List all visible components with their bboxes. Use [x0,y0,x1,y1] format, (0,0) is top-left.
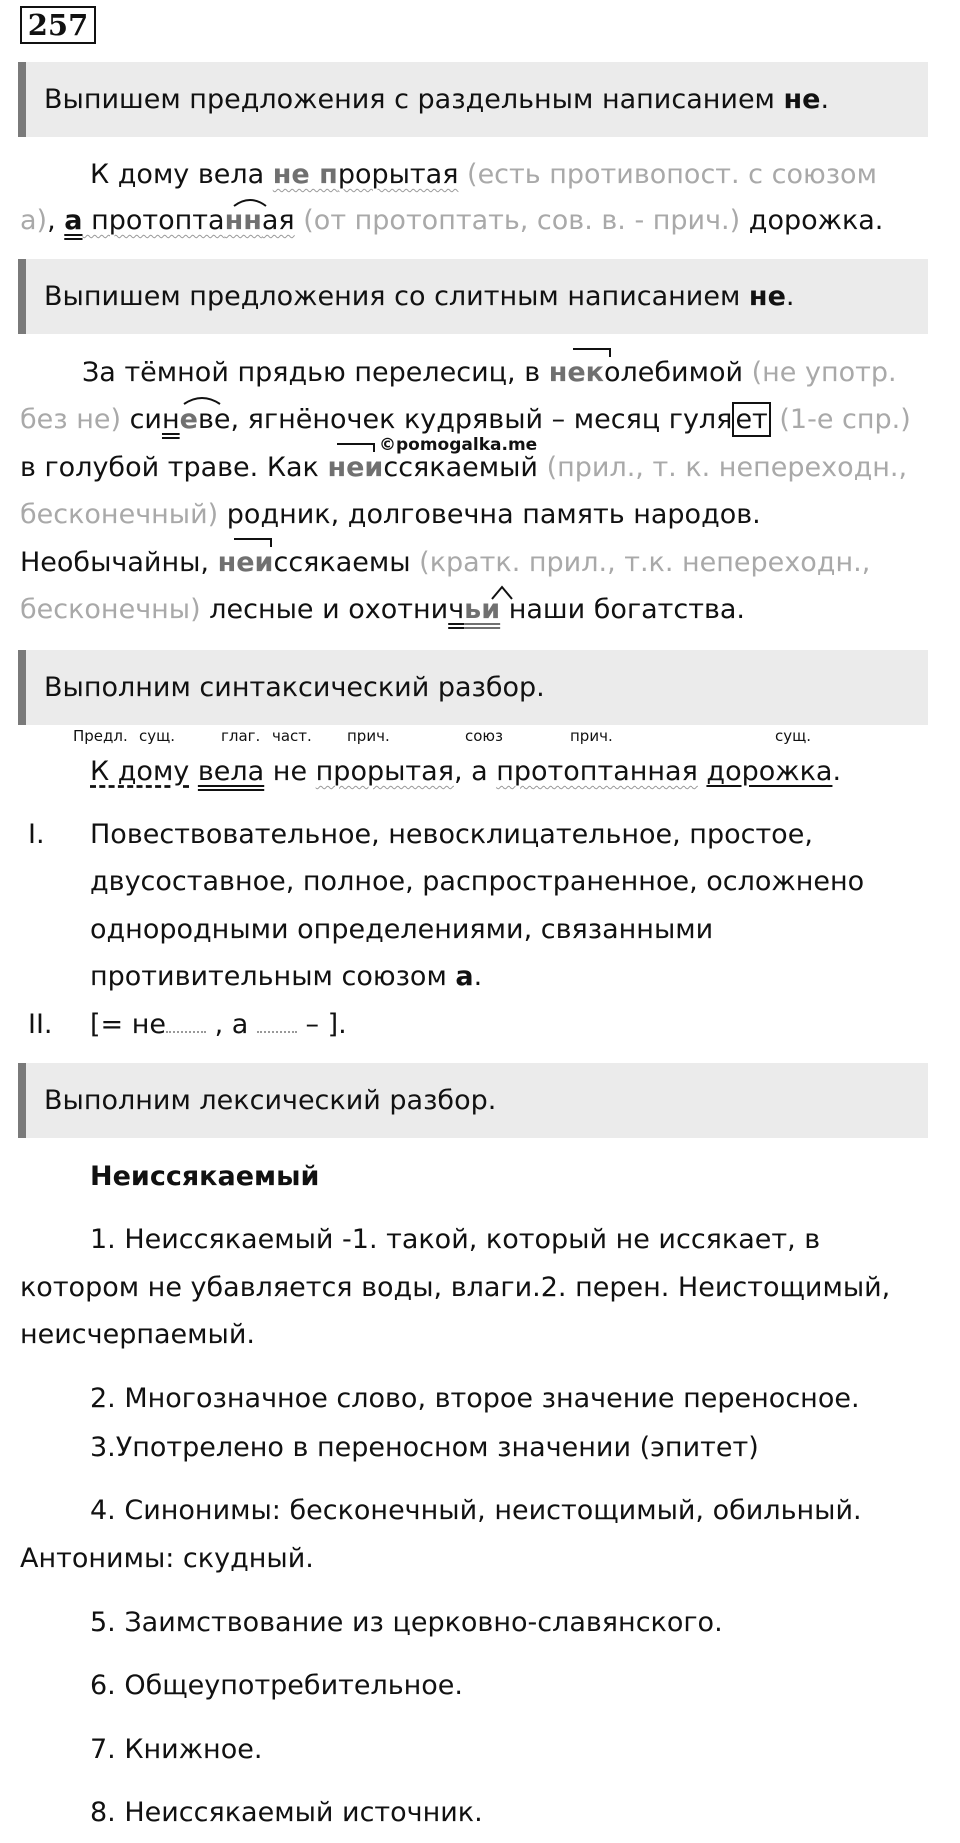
text: ве, ягнёночек кудрявый – месяц гуля [197,404,733,435]
lexical-item: 6. Общеупотребительное. [90,1670,463,1701]
scheme-blank [166,1009,206,1033]
sentence-line [20,495,761,535]
heading-bold: не [783,84,821,115]
grey-note: (есть противопост. с союзом [458,159,877,190]
text: дорожка. [740,205,884,236]
lexical-item: 5. Заимствование из церковно-славянского. [90,1607,723,1638]
section-heading-lexical: Выполним лексический разбор. [18,1063,928,1138]
scheme-part: – ]. [296,1009,347,1040]
text: рорытая [337,159,459,190]
pos-label: прич. [347,727,390,745]
text: олебимой [603,357,744,388]
characteristic-line: двусоставное, полное, распространенное, осложнено [90,866,865,897]
lexical-item: неисчерпаемый. [20,1319,255,1350]
lexical-item: 4. Синонимы: бесконечный, неистощимый, обильный. [90,1495,862,1526]
sentence-line [90,155,877,195]
conjunction-a: а [64,205,83,236]
text: . [832,756,842,787]
prefix-mark [337,443,375,452]
prefix-mark [234,538,272,547]
caret-mark [490,585,514,601]
watermark: ©pomogalka.me [379,435,538,455]
text: ссякаемы [273,547,411,578]
pos-label: Предл. [73,727,128,745]
lexical-item: 3.Употрелено в переносном значении (эпитет) [90,1432,759,1463]
pos-label: част. [272,727,312,745]
sentence-line [20,201,883,241]
text: . [473,961,483,992]
text: , а [453,756,497,787]
predicate: вела [197,756,265,787]
participle-word [83,205,295,236]
sentence-line [20,590,745,630]
attribute: прорытая [315,756,454,787]
lexical-item: котором не убавляется воды, влаги.2. перен. Неистощимый, [20,1272,891,1303]
text: Необычайны, [20,547,218,578]
ending-box: ет [732,402,770,437]
text: противительным союзом [90,961,456,992]
morph-highlight: неи [327,452,384,483]
morph-highlight: ьи [464,594,501,625]
text: За тёмной прядью перелесиц, в [82,357,549,388]
heading-text: . [785,281,795,312]
text: н [161,404,180,435]
grey-note: (кратк. прил., т.к. непереходн., [410,547,871,578]
text: родник, долговечна память народов. [218,499,761,530]
grey-note: (не употр. [743,357,897,388]
particle-ne [273,159,459,190]
grey-note: без не) [20,404,121,435]
text: К дому вела [90,159,273,190]
section-heading-syntax: Выполним синтаксический разбор. [18,650,928,725]
adverbial: К дому [90,756,190,787]
text: лесные и охотни [200,594,449,625]
text: си [121,404,162,435]
lexical-item: 7. Книжное. [90,1734,263,1765]
heading-bold: не [748,281,786,312]
parsed-sentence [90,752,841,792]
characteristic-line: Повествовательное, невосклицательное, простое, [90,819,813,850]
lexical-item: 2. Многозначное слово, второе значение переносное. [90,1383,860,1414]
characteristic-line: однородными определениями, связанными [90,914,714,945]
section-heading-joined [18,259,928,334]
morph-highlight: неи [217,547,274,578]
characteristic-line [90,957,482,997]
lexical-item: Антонимы: скудный. [20,1543,314,1574]
heading-text: Выпишем предложения с раздельным написанием [44,84,784,115]
text: , [47,205,65,236]
prefix-mark [573,348,611,357]
pos-label: глаг. [221,727,261,745]
morph-highlight: е [179,404,198,435]
suffix-arc-mark [232,194,268,208]
morph-highlight: нек [548,357,604,388]
task-number: 257 [20,6,96,44]
attribute: протоптанная [496,756,698,787]
bold-text: а [455,961,474,992]
sentence-scheme [90,1005,347,1045]
pos-label: прич. [570,727,613,745]
grey-note: бесконечный) [20,499,219,530]
morph-highlight: нн [224,205,262,236]
text: наши богатства. [500,594,746,625]
roman-numeral: I. [28,819,45,850]
pos-label: союз [465,727,504,745]
heading-text: Выпишем предложения со слитным написанием [44,281,749,312]
lexical-item: 8. Неиссякаемый источник. [90,1797,483,1828]
subject: дорожка [706,756,833,787]
grey-note: (от протоптать, сов. в. - прич.) [294,205,741,236]
pos-label: сущ. [775,727,812,745]
sentence-line [20,400,911,440]
roman-numeral: II. [28,1009,53,1040]
heading-text: . [820,84,830,115]
grey-note: (1-е спр.) [770,404,911,435]
root-arc-mark [182,392,222,406]
sentence-line [20,543,870,583]
lexical-item: 1. Неиссякаемый -1. такой, который не иссякает, в [90,1224,821,1255]
scheme-part: , а [206,1009,257,1040]
scheme-part: [= не [90,1009,167,1040]
text: ч [448,594,465,625]
pos-label: сущ. [139,727,176,745]
text: в голубой траве. Как [20,452,328,483]
text: ссякаемый [383,452,538,483]
text: ая [261,205,295,236]
text: не [264,756,316,787]
text: протопта [82,205,225,236]
morph-highlight: не п [272,159,338,190]
grey-note: бесконечны) [20,594,201,625]
sentence-line [82,353,897,393]
grey-note: (прил., т. к. непереходн., [537,452,908,483]
scheme-blank [257,1009,297,1033]
lexical-word: Неиссякаемый [90,1161,320,1192]
section-heading-separate [18,62,928,137]
grey-note: а) [20,205,48,236]
